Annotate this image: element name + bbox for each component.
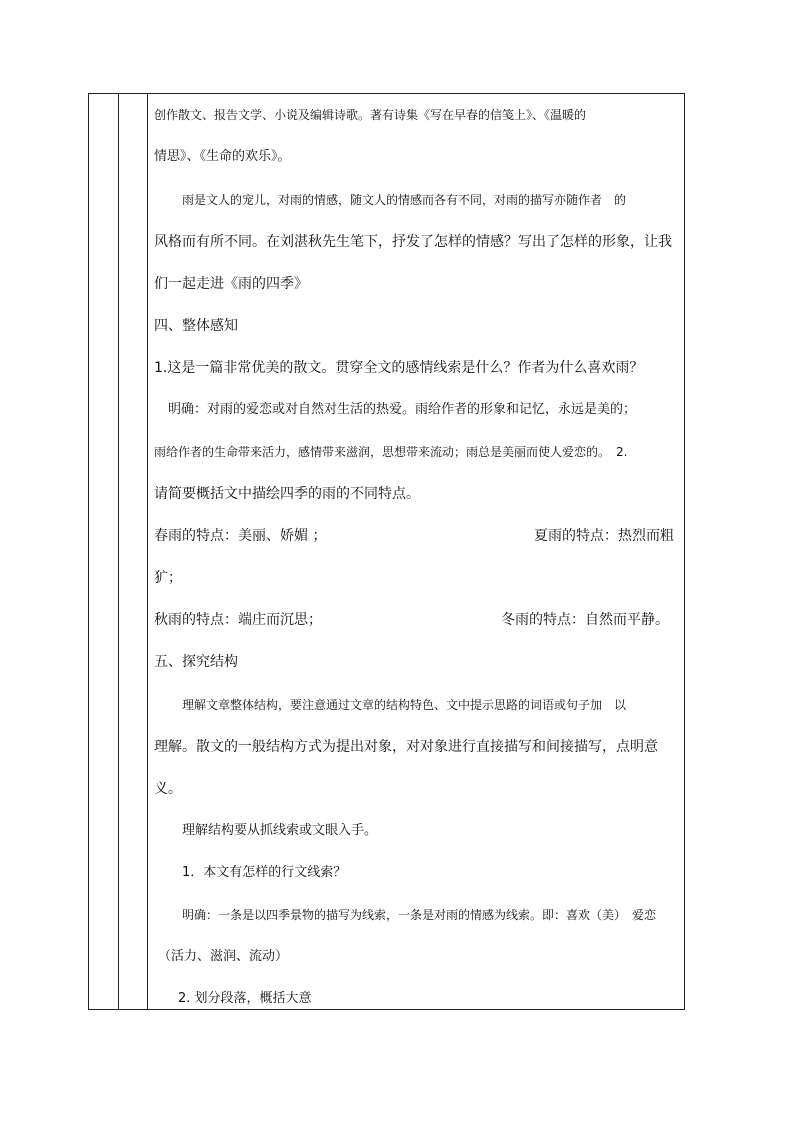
summer-rain-trait-cont: 犷； [154,570,182,586]
answer-line: （活力、滋润、流动） [158,949,289,964]
text-line: 理解结构要从抓线索或文眼入手。 [182,823,378,838]
text-line: 理解文章整体结构，要注意通过文章的结构特色、文中提示思路的词语或句子加 以 [182,698,627,712]
text-line: 义。 [154,781,182,797]
section-heading: 五、探究结构 [154,654,238,670]
answer-line: 雨给作者的生命带来活力，感情带来滋润，思想带来流动；雨总是美丽而使人爱恋的。 2. [154,445,628,459]
text-line: 雨是文人的宠儿，对雨的情感，随文人的情感而各有不同，对雨的描写亦随作者 的 [182,193,627,207]
winter-rain-trait: 冬雨的特点：自然而平静。 [501,612,669,628]
text-line: 情思》、《生命的欢乐》。 [154,149,291,164]
content-cell [148,93,684,1010]
question-1: 1.这是一篇非常优美的散文。贯穿全文的感情线索是什么？作者为什么喜欢雨？ [154,360,644,376]
text-line: 们一起走进《雨的四季》 [154,276,308,292]
text-line: 理解。散文的一般结构方式为提出对象，对对象进行直接描写和间接描写，点明意 [154,739,658,755]
text-line: 风格而有所不同。在刘湛秋先生笔下，抒发了怎样的情感？写出了怎样的形象，让我 [154,234,672,250]
question-structure-2: 2. 划分段落，概括大意 [178,991,312,1006]
autumn-rain-trait: 秋雨的特点：端庄而沉思； [154,612,322,628]
question-2: 请简要概括文中描绘四季的雨的不同特点。 [154,486,420,502]
question-structure-1: 1．本文有怎样的行文线索？ [182,865,347,880]
spring-rain-trait: 春雨的特点：美丽、娇媚 ； [154,528,327,544]
summer-rain-trait: 夏雨的特点：热烈而粗 [534,528,674,544]
answer-line: 明确：对雨的爱恋或对自然对生活的热爱。雨给作者的形象和记忆，永远是美的； [168,402,637,417]
section-heading: 四、整体感知 [154,318,238,334]
text-line: 创作散文、报告文学、小说及编辑诗歌。著有诗集《写在早春的信笺上》、《温暖的 [154,108,587,122]
answer-line: 明确：一条是以四季景物的描写为线索，一条是对雨的情感为线索。即：喜欢（美） 爱恋 [182,908,657,922]
column-divider-1 [118,93,119,1010]
